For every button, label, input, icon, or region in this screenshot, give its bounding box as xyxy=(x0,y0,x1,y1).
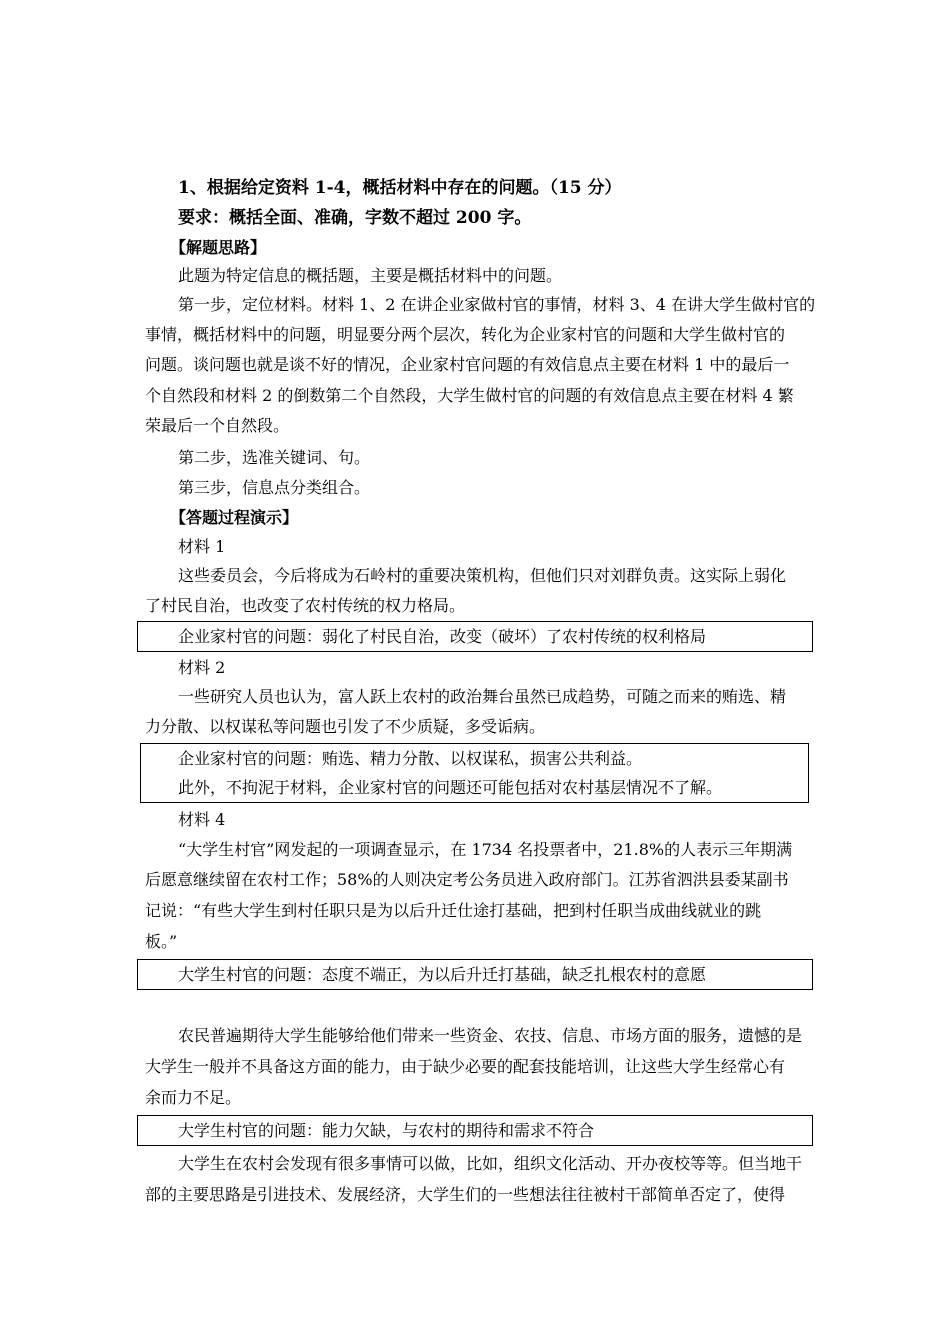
material-4-line: 板。” xyxy=(145,932,178,951)
approach-intro: 此题为特定信息的概括题，主要是概括材料中的问题。 xyxy=(178,266,563,285)
material-4-label: 材料 4 xyxy=(178,810,226,829)
approach-step1-line: 第一步，定位材料。材料 1、2 在讲企业家做村官的事情，材料 3、4 在讲大学生做村官的 xyxy=(178,295,816,314)
material-4-paragraph-3-line: 部的主要思路是引进技术、发展经济，大学生们的一些想法往往被村干部简单否定了，使得 xyxy=(145,1185,786,1204)
material-4-paragraph-2-line: 余而力不足。 xyxy=(145,1088,242,1107)
material-4-answer: 大学生村官的问题：态度不端正，为以后升迁打基础，缺乏扎根农村的意愿 xyxy=(178,965,707,984)
material-2-label: 材料 2 xyxy=(178,658,226,677)
material-4-line: 记说：“有些大学生到村任职只是为以后升迁仕途打基础，把到村任职当成曲线就业的跳 xyxy=(145,901,762,920)
material-4-paragraph-2-line: 农民普遍期待大学生能够给他们带来一些资金、农技、信息、市场方面的服务，遗憾的是 xyxy=(178,1026,803,1045)
material-1-line: 这些委员会，今后将成为石岭村的重要决策机构，但他们只对刘群负责。这实际上弱化 xyxy=(178,566,787,585)
material-4-paragraph-3-line: 大学生在农村会发现有很多事情可以做，比如，组织文化活动、开办夜校等等。但当地干 xyxy=(178,1154,803,1173)
question-title: 1、根据给定资料 1-4，概括材料中存在的问题。（15 分） xyxy=(178,178,622,198)
approach-step3: 第三步，信息点分类组合。 xyxy=(178,478,371,497)
material-2-answer-line: 企业家村官的问题：贿选、精力分散、以权谋私，损害公共利益。 xyxy=(178,749,643,768)
material-2-line: 力分散、以权谋私等问题也引发了不少质疑，多受诟病。 xyxy=(145,717,546,736)
material-1-label: 材料 1 xyxy=(178,537,226,556)
approach-step2: 第二步，选准关键词、句。 xyxy=(178,448,371,467)
question-requirement: 要求：概括全面、准确，字数不超过 200 字。 xyxy=(178,208,532,228)
approach-step1-line: 问题。谈问题也就是谈不好的情况，企业家村官问题的有效信息点主要在材料 1 中的最后一 xyxy=(145,355,790,374)
approach-step1-line: 事情，概括材料中的问题，明显要分两个层次，转化为企业家村官的问题和大学生做村官的 xyxy=(145,325,786,344)
material-4-paragraph-2-line: 大学生一般并不具备这方面的能力，由于缺少必要的配套技能培训，让这些大学生经常心有 xyxy=(145,1057,786,1076)
material-1-answer: 企业家村官的问题：弱化了村民自治，改变（破坏）了农村传统的权利格局 xyxy=(178,627,707,646)
approach-step1-line: 个自然段和材料 2 的倒数第二个自然段，大学生做村官的问题的有效信息点主要在材料 4 繁 xyxy=(145,386,794,405)
material-4-answer-2: 大学生村官的问题：能力欠缺，与农村的期待和需求不符合 xyxy=(178,1121,595,1140)
approach-step1-line: 荣最后一个自然段。 xyxy=(145,416,290,435)
material-4-line: 后愿意继续留在农村工作；58%的人则决定考公务员进入政府部门。江苏省泗洪县委某副书 xyxy=(145,870,789,889)
material-1-line: 了村民自治，也改变了农村传统的权力格局。 xyxy=(145,596,466,615)
material-2-answer-line: 此外，不拘泥于材料，企业家村官的问题还可能包括对农村基层情况不了解。 xyxy=(178,778,723,797)
approach-heading: 【解题思路】 xyxy=(170,238,267,257)
material-2-line: 一些研究人员也认为，富人跃上农村的政治舞台虽然已成趋势，可随之而来的贿选、精 xyxy=(178,687,787,706)
demo-heading: 【答题过程演示】 xyxy=(170,508,299,527)
material-4-line: “大学生村官”网发起的一项调查显示，在 1734 名投票者中，21.8%的人表示三年期满 xyxy=(178,840,793,859)
